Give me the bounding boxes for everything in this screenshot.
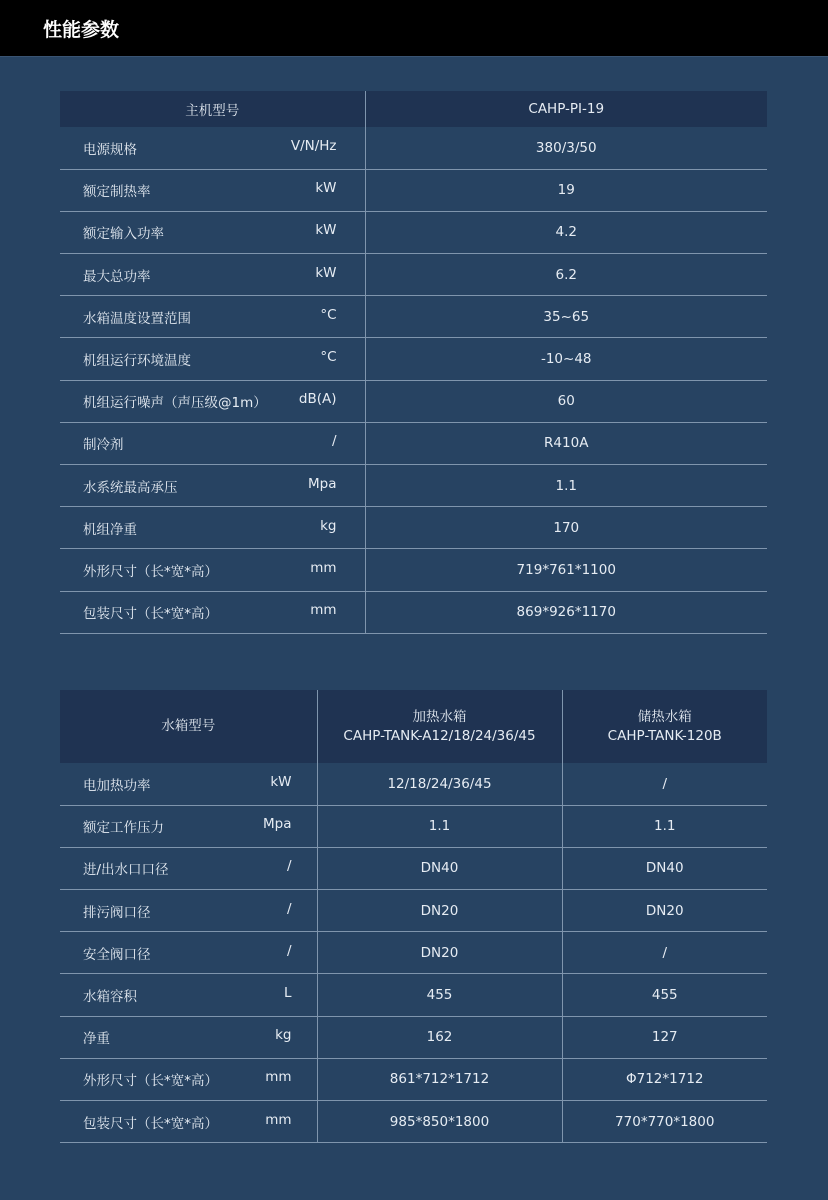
storage-tank-value: / bbox=[562, 932, 767, 974]
row-value: 719*761*1100 bbox=[365, 549, 767, 591]
row-label: 最大总功率 bbox=[83, 268, 151, 285]
row-label: 水系统最高承压 bbox=[83, 479, 178, 496]
row-unit: °C bbox=[320, 349, 337, 366]
table-header-row bbox=[60, 91, 767, 127]
heating-tank-value: 1.1 bbox=[317, 805, 562, 847]
row-label: 水箱容积 bbox=[83, 989, 137, 1006]
row-unit: kW bbox=[270, 773, 292, 790]
table-row bbox=[60, 549, 767, 591]
row-value: 1.1 bbox=[365, 465, 767, 507]
row-value: 19 bbox=[365, 169, 767, 211]
row-value: 6.2 bbox=[365, 254, 767, 296]
row-unit: kW bbox=[315, 222, 337, 239]
row-label-cell bbox=[60, 1016, 317, 1058]
row-label: 制冷剂 bbox=[83, 437, 124, 454]
row-unit: kg bbox=[320, 517, 337, 534]
row-label: 外形尺寸（长*宽*高） bbox=[83, 1073, 218, 1090]
row-label-cell bbox=[60, 422, 365, 464]
row-unit: °C bbox=[320, 306, 337, 323]
row-label: 包装尺寸（长*宽*高） bbox=[83, 1115, 218, 1132]
row-label: 进/出水口口径 bbox=[83, 862, 169, 879]
header-label: 主机型号 bbox=[60, 91, 365, 127]
row-unit: mm bbox=[265, 1069, 292, 1086]
row-label: 额定输入功率 bbox=[83, 226, 164, 243]
row-label-cell bbox=[60, 465, 365, 507]
row-label-cell bbox=[60, 890, 317, 932]
heating-tank-value: 861*712*1712 bbox=[317, 1058, 562, 1100]
table-row bbox=[60, 169, 767, 211]
row-value: R410A bbox=[365, 422, 767, 464]
storage-tank-value: 770*770*1800 bbox=[562, 1101, 767, 1143]
host-spec-table bbox=[60, 91, 767, 634]
row-label: 水箱温度设置范围 bbox=[83, 310, 191, 327]
row-label-cell bbox=[60, 507, 365, 549]
table-row bbox=[60, 890, 767, 932]
row-value: 60 bbox=[365, 380, 767, 422]
table-row bbox=[60, 296, 767, 338]
row-unit: kW bbox=[315, 264, 337, 281]
row-unit: / bbox=[286, 858, 292, 875]
storage-tank-value: Φ712*1712 bbox=[562, 1058, 767, 1100]
row-label: 安全阀口径 bbox=[83, 946, 151, 963]
table-row bbox=[60, 380, 767, 422]
row-label-cell bbox=[60, 591, 365, 633]
heating-tank-value: 12/18/24/36/45 bbox=[317, 763, 562, 805]
storage-tank-value: DN40 bbox=[562, 847, 767, 889]
row-value: 35~65 bbox=[365, 296, 767, 338]
table-row bbox=[60, 763, 767, 805]
row-unit: V/N/Hz bbox=[290, 137, 337, 154]
row-unit: mm bbox=[310, 602, 337, 619]
header-bar bbox=[0, 0, 828, 57]
row-label-cell bbox=[60, 296, 365, 338]
row-value: 380/3/50 bbox=[365, 127, 767, 169]
tank-spec-table bbox=[60, 690, 767, 1143]
row-label: 排污阀口径 bbox=[83, 904, 151, 921]
row-unit: mm bbox=[310, 559, 337, 576]
table-row bbox=[60, 1016, 767, 1058]
row-unit: / bbox=[331, 433, 337, 450]
row-label: 额定制热率 bbox=[83, 184, 151, 201]
row-label-cell bbox=[60, 1058, 317, 1100]
heating-tank-value: 162 bbox=[317, 1016, 562, 1058]
table-row bbox=[60, 254, 767, 296]
heating-tank-value: DN20 bbox=[317, 890, 562, 932]
row-label-cell bbox=[60, 805, 317, 847]
row-label-cell bbox=[60, 169, 365, 211]
row-value: -10~48 bbox=[365, 338, 767, 380]
row-label-cell bbox=[60, 847, 317, 889]
row-label: 额定工作压力 bbox=[83, 820, 164, 837]
row-value: 170 bbox=[365, 507, 767, 549]
row-label-cell bbox=[60, 211, 365, 253]
row-label-cell bbox=[60, 549, 365, 591]
heating-tank-value: DN20 bbox=[317, 932, 562, 974]
table-row bbox=[60, 591, 767, 633]
table-row bbox=[60, 1101, 767, 1143]
table-row bbox=[60, 338, 767, 380]
row-unit: kg bbox=[275, 1027, 292, 1044]
row-unit: kW bbox=[315, 180, 337, 197]
storage-tank-value: / bbox=[562, 763, 767, 805]
storage-tank-value: 455 bbox=[562, 974, 767, 1016]
row-label: 净重 bbox=[83, 1031, 110, 1048]
table-row bbox=[60, 507, 767, 549]
row-label-cell bbox=[60, 127, 365, 169]
table-row bbox=[60, 1058, 767, 1100]
table-row bbox=[60, 932, 767, 974]
table-row bbox=[60, 805, 767, 847]
header-heating-tank: 加热水箱 CAHP-TANK-A12/18/24/36/45 bbox=[317, 690, 562, 763]
page-title: 性能参数 bbox=[43, 19, 120, 41]
table-row bbox=[60, 847, 767, 889]
table-header-row bbox=[60, 690, 767, 763]
row-value: 869*926*1170 bbox=[365, 591, 767, 633]
table-row bbox=[60, 974, 767, 1016]
table-row bbox=[60, 465, 767, 507]
row-label-cell bbox=[60, 380, 365, 422]
row-label-cell bbox=[60, 338, 365, 380]
row-label: 外形尺寸（长*宽*高） bbox=[83, 563, 218, 580]
row-unit: mm bbox=[265, 1111, 292, 1128]
storage-tank-value: 127 bbox=[562, 1016, 767, 1058]
row-label: 机组运行噪声（声压级@1m） bbox=[83, 395, 267, 412]
row-label: 机组净重 bbox=[83, 521, 137, 538]
heating-tank-value: 985*850*1800 bbox=[317, 1101, 562, 1143]
table-row bbox=[60, 211, 767, 253]
row-label-cell bbox=[60, 974, 317, 1016]
row-label: 包装尺寸（长*宽*高） bbox=[83, 606, 218, 623]
row-unit: / bbox=[286, 942, 292, 959]
row-unit: / bbox=[286, 900, 292, 917]
header-label: 水箱型号 bbox=[60, 690, 317, 763]
row-label-cell bbox=[60, 932, 317, 974]
row-unit: L bbox=[283, 985, 292, 1002]
storage-tank-value: 1.1 bbox=[562, 805, 767, 847]
table-row bbox=[60, 127, 767, 169]
row-label-cell bbox=[60, 254, 365, 296]
row-unit: dB(A) bbox=[298, 391, 337, 408]
row-label-cell bbox=[60, 1101, 317, 1143]
row-value: 4.2 bbox=[365, 211, 767, 253]
heating-tank-value: 455 bbox=[317, 974, 562, 1016]
row-label: 机组运行环境温度 bbox=[83, 353, 191, 370]
header-storage-tank: 储热水箱 CAHP-TANK-120B bbox=[562, 690, 767, 763]
row-label: 电加热功率 bbox=[83, 777, 151, 794]
heating-tank-value: DN40 bbox=[317, 847, 562, 889]
row-label: 电源规格 bbox=[83, 141, 137, 158]
storage-tank-value: DN20 bbox=[562, 890, 767, 932]
row-label-cell bbox=[60, 763, 317, 805]
table-row bbox=[60, 422, 767, 464]
row-unit: Mpa bbox=[308, 475, 337, 492]
header-model: CAHP-PI-19 bbox=[365, 91, 767, 127]
row-unit: Mpa bbox=[263, 816, 292, 833]
